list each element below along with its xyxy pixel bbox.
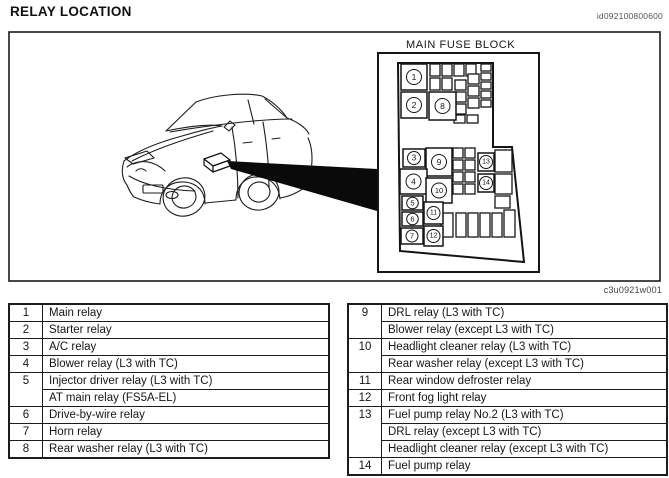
fuse-position-14 <box>478 174 494 192</box>
svg-text:11: 11 <box>429 209 438 217</box>
fuse-position-7 <box>401 228 423 244</box>
fuse-position-12 <box>424 226 443 246</box>
table-row <box>10 406 328 423</box>
relay-name: DRL relay (L3 with TC) <box>388 307 505 319</box>
fuse-position-8 <box>429 92 456 120</box>
relay-table-right <box>347 303 668 476</box>
table-row <box>10 305 328 321</box>
relay-number: 7 <box>10 424 43 440</box>
relay-name: A/C relay <box>49 341 97 353</box>
fuse-bank-bottom <box>441 210 515 237</box>
svg-text:10: 10 <box>434 186 444 195</box>
relay-number: 5 <box>10 373 43 406</box>
svg-text:4: 4 <box>411 176 416 187</box>
fuse-position-10 <box>426 178 452 203</box>
relay-name: Starter relay <box>49 324 112 336</box>
main-fuse-block-label: MAIN FUSE BLOCK <box>406 39 516 51</box>
relay-name: Rear washer relay (L3 with TC) <box>49 443 208 455</box>
svg-text:9: 9 <box>436 157 442 167</box>
figure-frame <box>9 32 660 281</box>
svg-text:7: 7 <box>409 231 415 241</box>
fuse-position-1 <box>401 64 427 90</box>
relay-number: 9 <box>349 305 382 338</box>
relay-name: Blower relay (except L3 with TC) <box>382 321 666 338</box>
relay-number: 3 <box>10 339 43 355</box>
relay-name: Injector driver relay (L3 with TC) <box>49 375 213 387</box>
relay-name: Blower relay (L3 with TC) <box>49 358 178 370</box>
table-row <box>349 457 666 474</box>
table-row <box>349 389 666 406</box>
svg-text:2: 2 <box>411 100 417 110</box>
figure-caption: c3u0921w001 <box>603 285 662 295</box>
table-row <box>10 440 328 457</box>
fuse-position-9 <box>426 148 452 176</box>
relay-table-left <box>8 303 330 459</box>
relay-name: AT main relay (FS5A-EL) <box>43 389 328 406</box>
svg-text:1: 1 <box>411 72 417 82</box>
relay-number: 10 <box>349 339 382 372</box>
svg-text:3: 3 <box>411 153 417 163</box>
relay-number: 12 <box>349 390 382 406</box>
relay-number: 6 <box>10 407 43 423</box>
fuse-position-6 <box>402 212 423 226</box>
page-title: RELAY LOCATION <box>10 4 132 19</box>
fuse-position-13 <box>478 153 494 171</box>
svg-text:14: 14 <box>482 179 490 187</box>
relay-number: 8 <box>10 441 43 457</box>
relay-location-figure <box>8 31 661 282</box>
relay-name: DRL relay (except L3 with TC) <box>382 423 666 440</box>
fuse-position-2 <box>401 92 427 118</box>
table-row <box>349 372 666 389</box>
relay-number: 2 <box>10 322 43 338</box>
table-row <box>10 372 328 406</box>
fuse-position-4 <box>400 169 427 194</box>
relay-number: 14 <box>349 458 382 474</box>
svg-text:13: 13 <box>482 158 490 166</box>
svg-text:12: 12 <box>429 232 438 240</box>
relay-name: Headlight cleaner relay (L3 with TC) <box>388 341 572 353</box>
relay-name: Headlight cleaner relay (except L3 with TC) <box>382 440 666 457</box>
table-row <box>349 406 666 457</box>
relay-number: 1 <box>10 305 43 321</box>
fuse-position-3 <box>403 149 425 167</box>
table-row <box>349 338 666 372</box>
table-row <box>10 338 328 355</box>
relay-name: Drive-by-wire relay <box>49 409 145 421</box>
table-row <box>10 423 328 440</box>
table-row <box>10 321 328 338</box>
relay-name: Fuel pump relay <box>388 460 471 472</box>
table-row <box>349 305 666 338</box>
svg-text:5: 5 <box>410 198 415 208</box>
relay-name: Main relay <box>49 307 103 319</box>
relay-number: 13 <box>349 407 382 457</box>
relay-name: Horn relay <box>49 426 103 438</box>
table-row <box>10 355 328 372</box>
relay-name: Rear window defroster relay <box>388 375 532 387</box>
relay-name: Fuel pump relay No.2 (L3 with TC) <box>388 409 564 421</box>
doc-id: id092100800600 <box>596 11 663 21</box>
svg-text:8: 8 <box>440 101 445 111</box>
relay-name: Rear washer relay (except L3 with TC) <box>382 355 666 372</box>
fuse-position-5 <box>402 196 423 210</box>
svg-text:6: 6 <box>410 214 415 224</box>
relay-name: Front fog light relay <box>388 392 487 404</box>
relay-number: 4 <box>10 356 43 372</box>
relay-number: 11 <box>349 373 382 389</box>
fuse-position-11 <box>424 202 443 224</box>
